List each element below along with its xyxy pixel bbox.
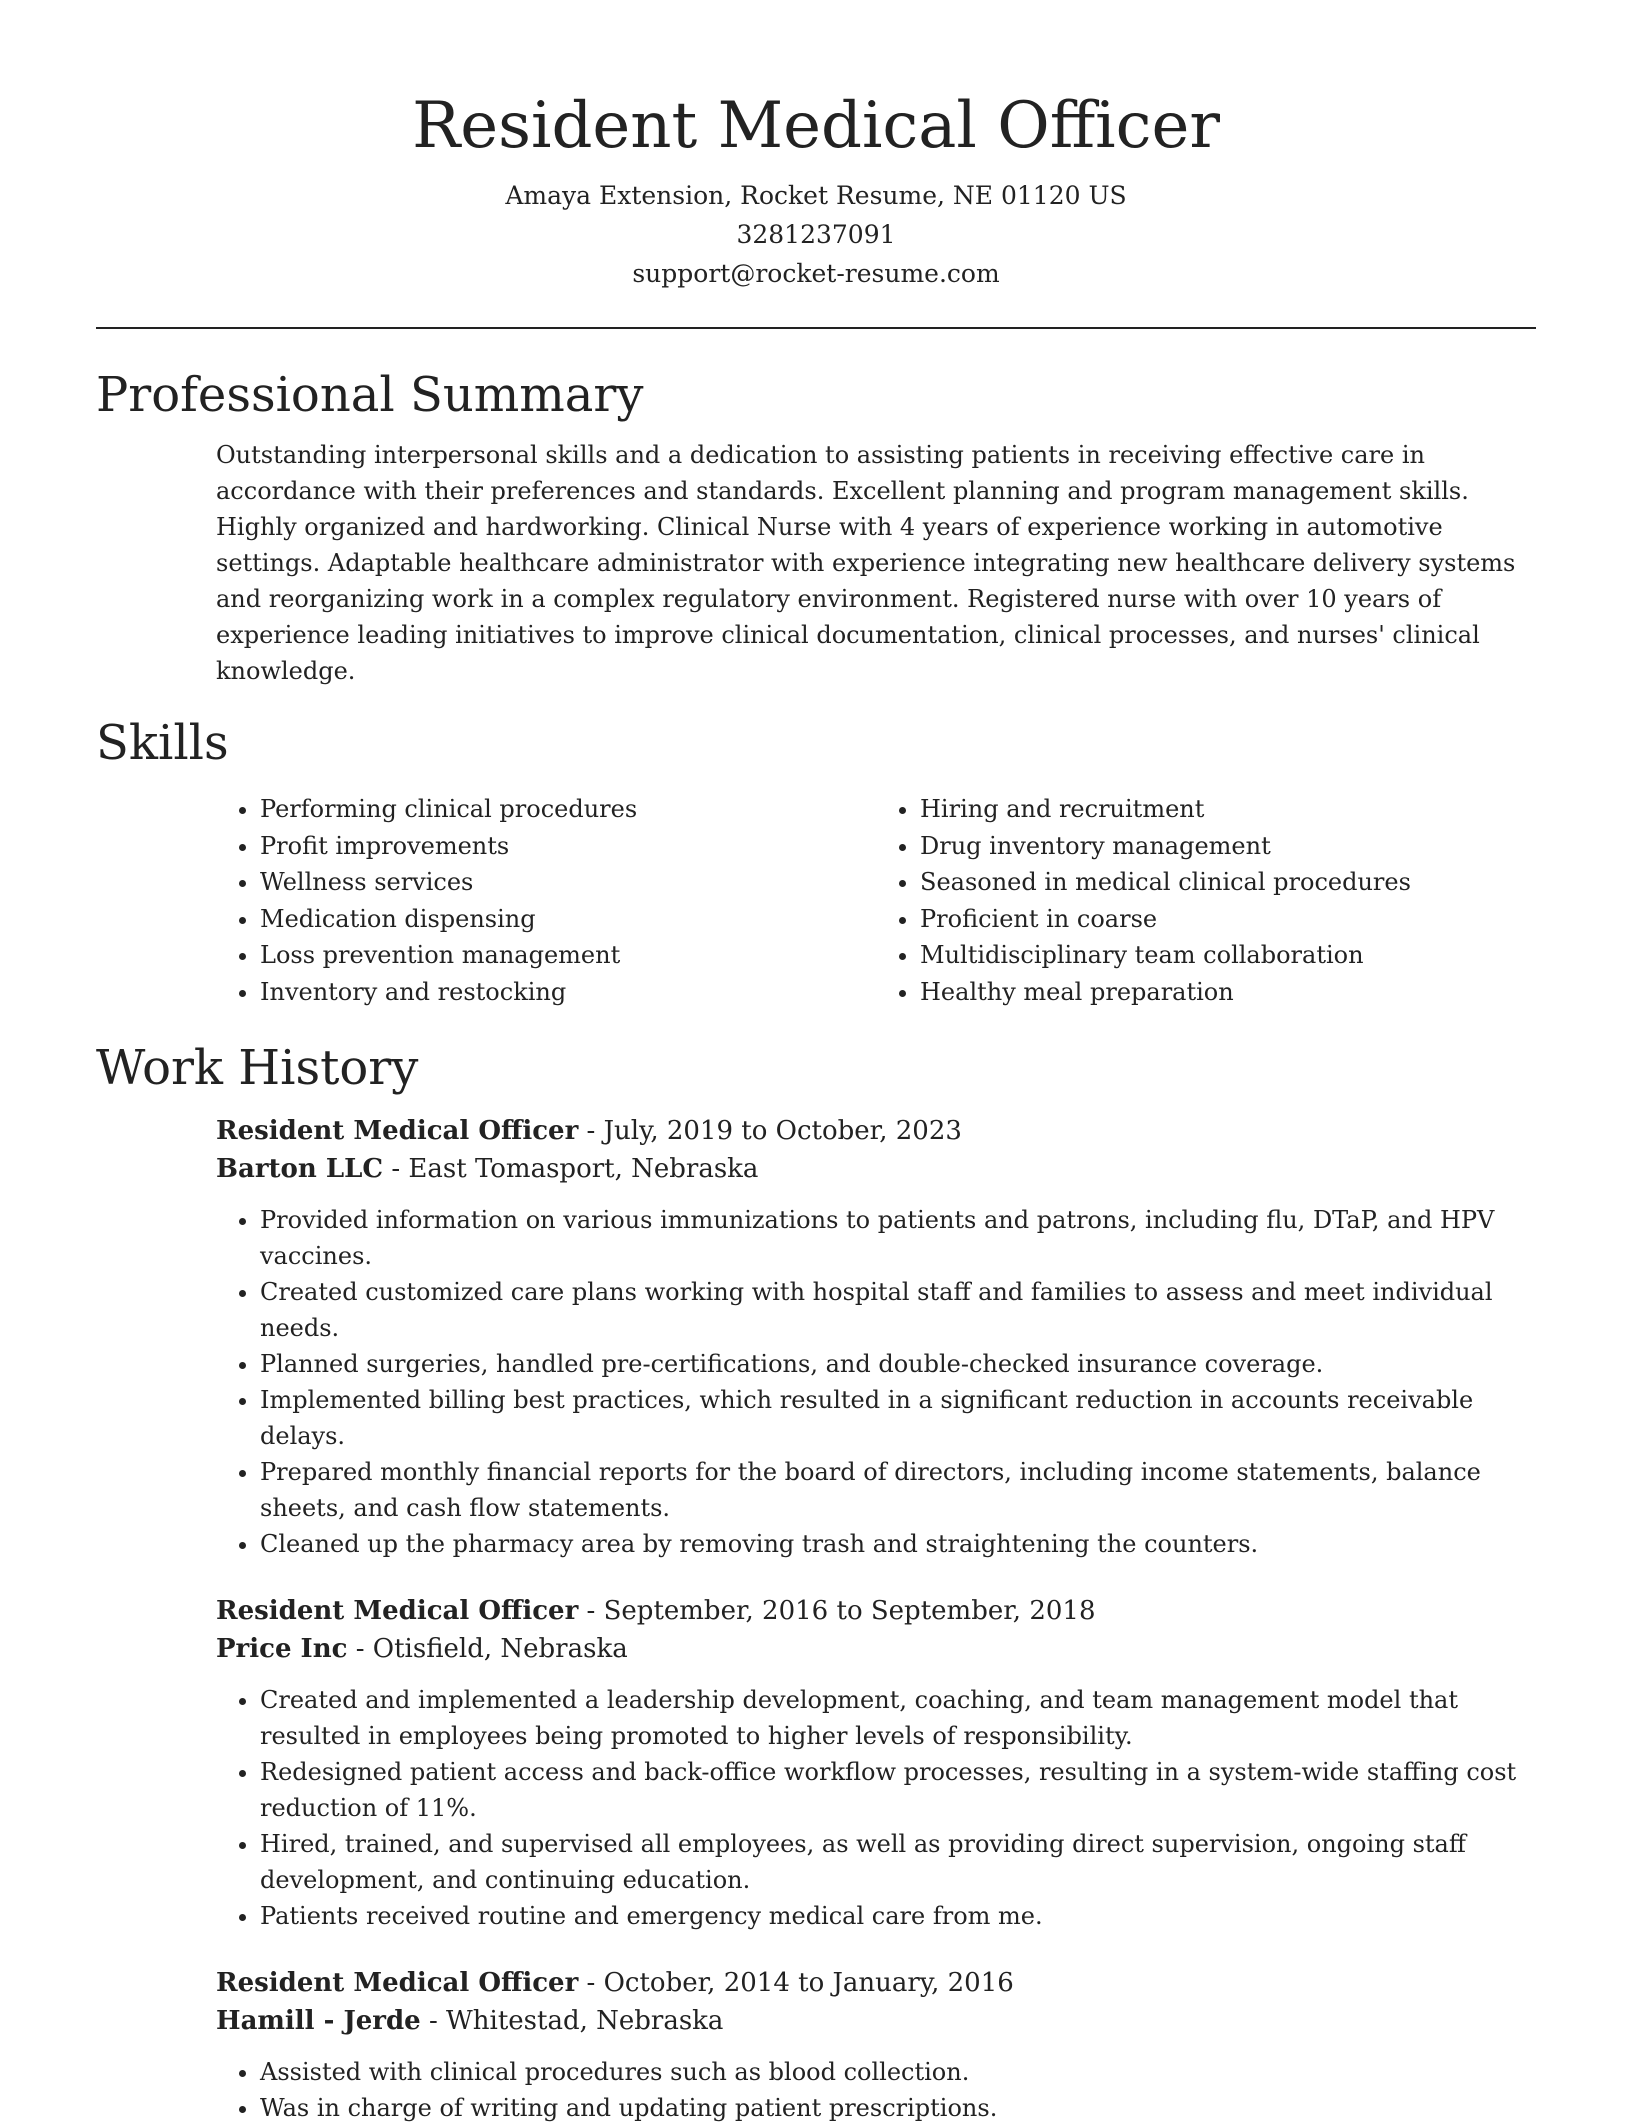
skill-item: • Healthy meal preparation	[920, 974, 1536, 1011]
duty-item: • Created customized care plans working with hospital staff and families to assess and meet individual needs.	[260, 1274, 1536, 1346]
skill-item: • Inventory and restocking	[260, 974, 876, 1011]
skill-item: • Drug inventory management	[920, 828, 1536, 865]
job-employer-line	[216, 1630, 1536, 1668]
duty-item: • Assisted with clinical procedures such as blood collection.	[260, 2054, 1536, 2090]
job-employer-line	[216, 1150, 1536, 1188]
job-entry	[216, 1592, 1536, 1934]
skills-section-title: Skills	[96, 715, 229, 771]
job-duties-list	[216, 2054, 1536, 2126]
skills-list-left	[216, 791, 876, 1010]
skill-item: • Wellness services	[260, 864, 876, 901]
duty-item: • Patients received routine and emergency medical care from me.	[260, 1898, 1536, 1934]
job-title-line	[216, 1112, 1536, 1150]
skill-item: • Loss prevention management	[260, 937, 876, 974]
duty-item: • Prepared monthly financial reports for the board of directors, including income statements, balance sheets, and cash flow statements.	[260, 1454, 1536, 1526]
contact-address: Amaya Extension, Rocket Resume, NE 01120 US	[505, 181, 1127, 210]
job-dates: - October, 2014 to January, 2016	[578, 1968, 1014, 1998]
job-location: - Otisfield, Nebraska	[347, 1634, 628, 1664]
resume-page	[96, 0, 1536, 2126]
summary-text: Outstanding interpersonal skills and a dedication to assisting patients in receiving effective care in accordance with their preferences and standards. Excellent planning and program management skills. Highly organized and hardworking. Clinical Nurse with 4 years of experience working in automotive settings. Adaptable healthcare administrator with experience integrating new healthcare delivery systems and reorganizing work in a complex regulatory environment. Registered nurse with over 10 years of experience leading initiatives to improve clinical documentation, clinical processes, and nurses' clinical knowledge.	[216, 441, 1516, 685]
skill-item: • Hiring and recruitment	[920, 791, 1536, 828]
job-dates: - September, 2016 to September, 2018	[578, 1596, 1096, 1626]
header-divider	[96, 327, 1536, 329]
contact-phone: 3281237091	[736, 220, 896, 249]
job-entry	[216, 1964, 1536, 2126]
skills-grid	[216, 791, 1536, 1010]
skill-item: • Seasoned in medical clinical procedures	[920, 864, 1536, 901]
duty-item: • Hired, trained, and supervised all employees, as well as providing direct supervision, ongoing staff development, and continuing education.	[260, 1826, 1536, 1898]
job-employer-line	[216, 2002, 1536, 2040]
job-duties-list	[216, 1202, 1536, 1562]
job-entry	[216, 1112, 1536, 1562]
job-title-line	[216, 1964, 1536, 2002]
job-title-line	[216, 1592, 1536, 1630]
job-duties-list	[216, 1682, 1536, 1934]
job-employer: Price Inc	[216, 1634, 348, 1664]
job-employer: Hamill - Jerde	[216, 2006, 421, 2036]
skill-item: • Profit improvements	[260, 828, 876, 865]
summary-section-title: Professional Summary	[96, 367, 644, 423]
work-history-section-title: Work History	[96, 1040, 419, 1096]
job-location: - East Tomasport, Nebraska	[383, 1154, 759, 1184]
skill-item: • Medication dispensing	[260, 901, 876, 938]
skill-item: • Proficient in coarse	[920, 901, 1536, 938]
job-location: - Whitestad, Nebraska	[420, 2006, 724, 2036]
duty-item: • Cleaned up the pharmacy area by removing trash and straightening the counters.	[260, 1526, 1536, 1562]
contact-email: support@rocket-resume.com	[632, 259, 1000, 288]
contact-block	[96, 176, 1536, 293]
skills-list-right	[876, 791, 1536, 1010]
skill-item: • Multidisciplinary team collaboration	[920, 937, 1536, 974]
duty-item: • Planned surgeries, handled pre-certifications, and double-checked insurance coverage.	[260, 1346, 1536, 1382]
job-employer: Barton LLC	[216, 1154, 384, 1184]
duty-item: • Implemented billing best practices, which resulted in a significant reduction in accounts receivable delays.	[260, 1382, 1536, 1454]
job-role: Resident Medical Officer	[216, 1116, 579, 1146]
duty-item: • Provided information on various immunizations to patients and patrons, including flu, DTaP, and HPV vaccines.	[260, 1202, 1536, 1274]
skill-item: • Performing clinical procedures	[260, 791, 876, 828]
duty-item: • Created and implemented a leadership development, coaching, and team management model that resulted in employees being promoted to higher levels of responsibility.	[260, 1682, 1536, 1754]
job-dates: - July, 2019 to October, 2023	[578, 1116, 962, 1146]
duty-item: • Redesigned patient access and back-office workflow processes, resulting in a system-wide staffing cost reduction of 11%.	[260, 1754, 1536, 1826]
job-role: Resident Medical Officer	[216, 1596, 579, 1626]
resume-name-heading: Resident Medical Officer	[412, 89, 1220, 163]
job-role: Resident Medical Officer	[216, 1968, 579, 1998]
duty-item: • Was in charge of writing and updating patient prescriptions.	[260, 2090, 1536, 2126]
